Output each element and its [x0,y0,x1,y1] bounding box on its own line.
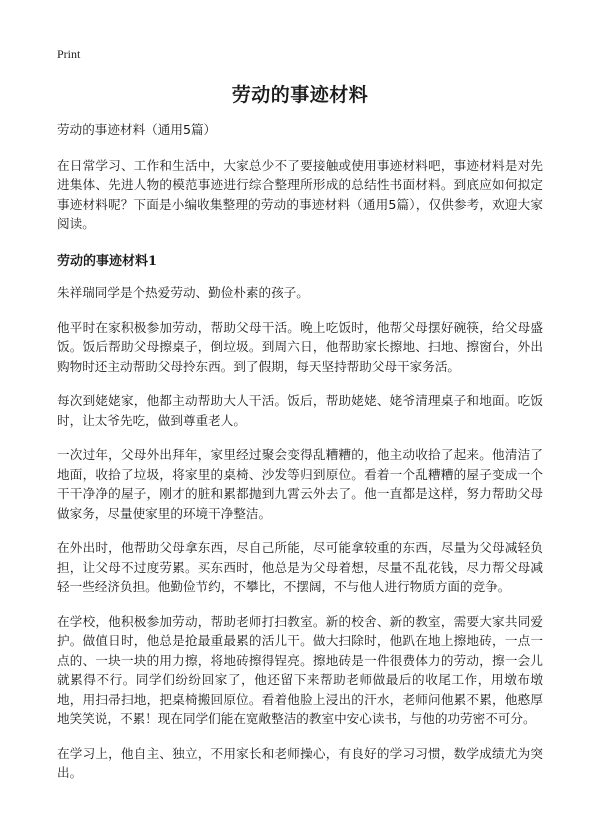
paragraph: 每次到姥姥家，他都主动帮助大人干活。饭后，帮助姥姥、姥爷清理桌子和地面。吃饭时，让太爷先吃，做到尊重老人。 [57,393,543,428]
section-heading: 劳动的事迹材料1 [57,253,158,269]
paragraph: 在外出时，他帮助父母拿东西，尽自己所能，尽可能拿较重的东西，尽量为父母减轻负担，让父母不过度劳累。买东西时，他总是为父母着想，尽量不乱花钱，尽力帮父母减轻一些经济负担。他勤俭节约，不攀比，不摆阔，不与他人进行物质方面的竞争。 [57,540,543,594]
article-subtitle: 劳动的事迹材料（通用5篇） [57,122,217,137]
paragraph: 在学习上，他自主、独立，不用家长和老师操心，有良好的学习习惯，数学成绩尤为突出。 [57,745,543,780]
paragraph: 一次过年，父母外出拜年，家里经过聚会变得乱糟糟的，他主动收拾了起来。他清洁了地面，收拾了垃圾，将家里的桌椅、沙发等归到原位。看着一个乱糟糟的屋子变成一个干干净净的屋子，刚才的脏和累都抛到九霄云外去了。他一直都是这样，努力帮助父母做家务，尽量使家里的环境干净整洁。 [57,447,543,521]
paragraph: 朱祥瑞同学是个热爱劳动、勤俭朴素的孩子。 [57,285,309,300]
intro-paragraph: 在日常学习、工作和生活中，大家总少不了要接触或使用事迹材料吧，事迹材料是对先进集体、先进人物的模范事迹进行综合整理所形成的总结性书面材料。到底应如何拟定事迹材料呢？下面是小编收集整理的劳动的事迹材料（通用5篇），仅供参考，欢迎大家阅读。 [57,157,543,231]
paragraph: 他平时在家积极参加劳动，帮助父母干活。晚上吃饭时，他帮父母摆好碗筷，给父母盛饭。饭后帮助父母擦桌子，倒垃圾。到周六日，他帮助家长擦地、扫地、擦窗台，外出购物时还主动帮助父母拎东西。到了假期，每天坚持帮助父母干家务活。 [57,319,543,374]
paragraph: 在学校，他积极参加劳动，帮助老师打扫教室。新的校舍、新的教室，需要大家共同爱护。做值日时，他总是抢最重最累的活儿干。做大扫除时，他趴在地上擦地砖，一点一点的、一块一块的用力擦，将地砖擦得锃亮。擦地砖是一件很费体力的劳动，擦一会儿就累得不行。同学们纷纷回家了，他还留下来帮助老师做最后的收尾工作，用墩布墩地，用扫帚扫地，把桌椅搬回原位。看着他脸上浸出的汗水，老师问他累不累，他憨厚地笑笑说，不累！现在同学们能在宽敞整洁的教室中安心读书，与他的功劳密不可分。 [57,613,543,726]
page-title: 劳动的事迹材料 [231,84,369,106]
print-link[interactable]: Print [57,47,81,61]
article-body [57,120,543,798]
